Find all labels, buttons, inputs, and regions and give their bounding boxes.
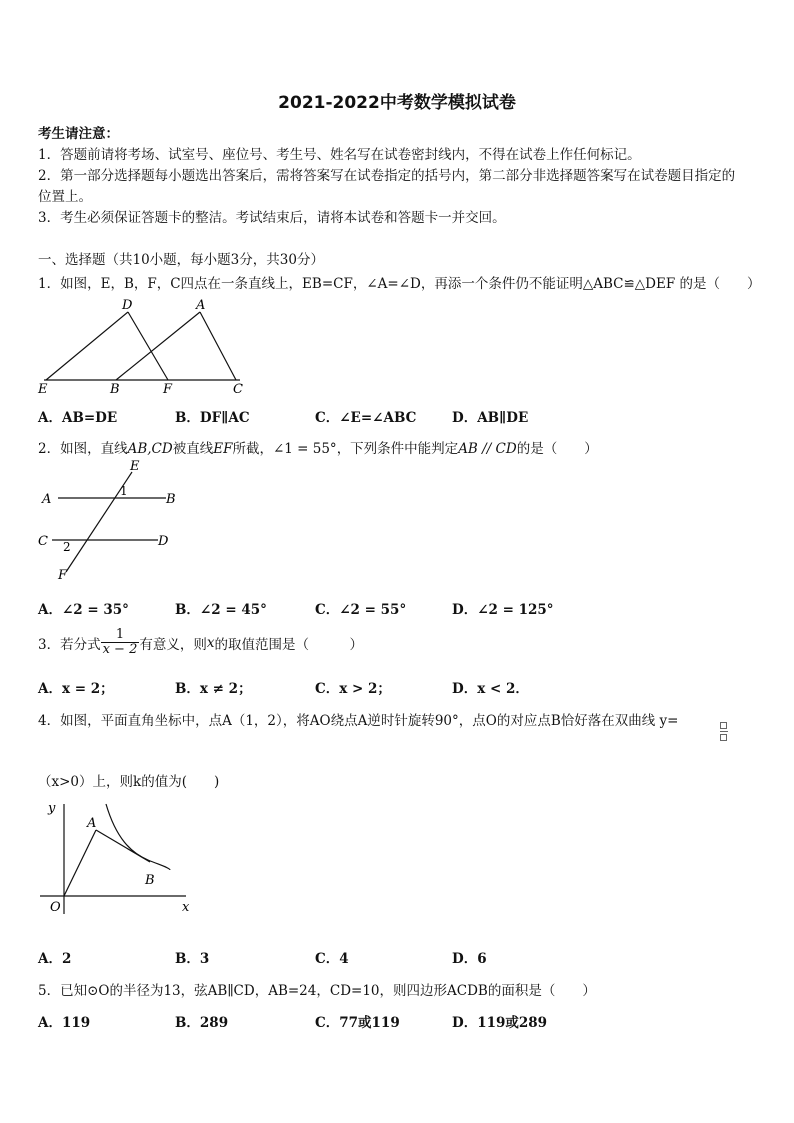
q4-figure — [36, 798, 196, 920]
page-title: 2021-2022中考数学模拟试卷 — [278, 93, 516, 113]
q4-label-A: A — [87, 816, 97, 831]
q3-option-a[interactable]: A．x = 2； — [38, 681, 114, 697]
q4-option-c[interactable]: C．4 — [315, 951, 349, 967]
q3-option-c[interactable]: C．x > 2； — [315, 681, 391, 697]
q2-label-2: 2 — [63, 540, 71, 554]
notice-item-1: 1．答题前请将考场、试室号、座位号、考生号、姓名写在试卷密封线内，不得在试卷上作任何标记。 — [38, 147, 641, 163]
q5-option-c[interactable]: C．77或119 — [315, 1015, 400, 1031]
q4-label-O: O — [50, 900, 61, 915]
q4-option-d[interactable]: D．6 — [452, 951, 487, 967]
q3-fraction: $\frac{1}{x - 2}$ — [102, 627, 138, 658]
q1-label-F: F — [163, 382, 173, 396]
q1-figure — [36, 296, 251, 396]
q2-stem: 2．如图，直线AB,CD被直线EF所截，∠1 = 55°，下列条件中能判定AB // CD的是（ ） — [38, 441, 598, 457]
q4-option-b[interactable]: B．3 — [175, 951, 210, 967]
q2-figure — [36, 458, 186, 586]
q4-hyperbola — [106, 804, 170, 870]
notice-heading: 考生请注意： — [38, 126, 119, 142]
q1-label-A: A — [196, 298, 206, 313]
q5-option-d[interactable]: D．119或289 — [452, 1015, 548, 1031]
notice-item-2-cont: 位置上。 — [38, 189, 92, 205]
q1-label-B: B — [110, 382, 120, 396]
q1-option-b[interactable]: B．DF∥AC — [175, 410, 250, 426]
q2-label-A: A — [42, 492, 52, 507]
q2-option-b[interactable]: B．∠2 = 45° — [175, 602, 267, 618]
q1-stem: 1．如图，E，B，F，C四点在一条直线上，EB=CF，∠A=∠D，再添一个条件仍不能证明△ABC≌△DEF 的是（ ） — [38, 276, 761, 292]
q4-stem-cont: （x>0）上，则k的值为( ) — [38, 774, 220, 790]
q1-option-d[interactable]: D．AB∥DE — [452, 410, 529, 426]
q2-option-a[interactable]: A．∠2 = 35° — [38, 602, 129, 618]
q2-label-C: C — [38, 534, 48, 549]
notice-item-2: 2．第一部分选择题每小题选出答案后，需将答案写在试卷指定的括号内，第二部分非选择题答案写在试卷题目指定的 — [38, 168, 736, 184]
q1-segment-AC — [200, 312, 236, 380]
q1-option-a[interactable]: A．AB=DE — [38, 410, 118, 426]
q2-option-d[interactable]: D．∠2 = 125° — [452, 602, 554, 618]
q5-stem: 5．已知⊙O的半径为13，弦AB∥CD，AB=24，CD=10，则四边形ACDB的面积是（ ） — [38, 983, 596, 999]
q1-label-E: E — [38, 382, 48, 396]
q4-label-B: B — [145, 873, 155, 888]
q2-label-D: D — [158, 534, 169, 549]
section-heading: 一、选择题（共10小题，每小题3分，共30分） — [38, 252, 324, 268]
q2-label-B: B — [166, 492, 176, 507]
q1-segment-BA — [116, 312, 200, 380]
q1-segment-DF — [128, 312, 168, 380]
q1-segment-ED — [46, 312, 128, 380]
q4-label-y: y — [48, 801, 56, 816]
q2-label-F: F — [58, 568, 68, 583]
q5-option-b[interactable]: B．289 — [175, 1015, 229, 1031]
q3-stem: 3．若分式 $\frac{1}{x - 2}$ 有意义，则x的取值范围是（ ） — [38, 627, 363, 658]
q4-fraction-placeholder — [720, 722, 728, 744]
q4-segment-OA — [64, 830, 96, 896]
q1-label-D: D — [122, 298, 133, 313]
q1-option-c[interactable]: C．∠E=∠ABC — [315, 410, 417, 426]
q4-stem: 4．如图，平面直角坐标中，点A（1，2），将AO绕点A逆时针旋转90°，点O的对应点B恰好落在双曲线 y= — [38, 713, 679, 729]
notice-item-3: 3．考生必须保证答题卡的整洁。考试结束后，请将本试卷和答题卡一并交回。 — [38, 210, 506, 226]
q5-option-a[interactable]: A．119 — [38, 1015, 91, 1031]
q2-option-c[interactable]: C．∠2 = 55° — [315, 602, 407, 618]
q2-label-1: 1 — [120, 484, 128, 498]
q3-option-b[interactable]: B．x ≠ 2； — [175, 681, 252, 697]
q4-option-a[interactable]: A．2 — [38, 951, 72, 967]
q3-option-d[interactable]: D．x < 2． — [452, 681, 529, 697]
q2-label-E: E — [130, 459, 140, 474]
q1-label-C: C — [233, 382, 243, 396]
q4-label-x: x — [182, 900, 190, 915]
